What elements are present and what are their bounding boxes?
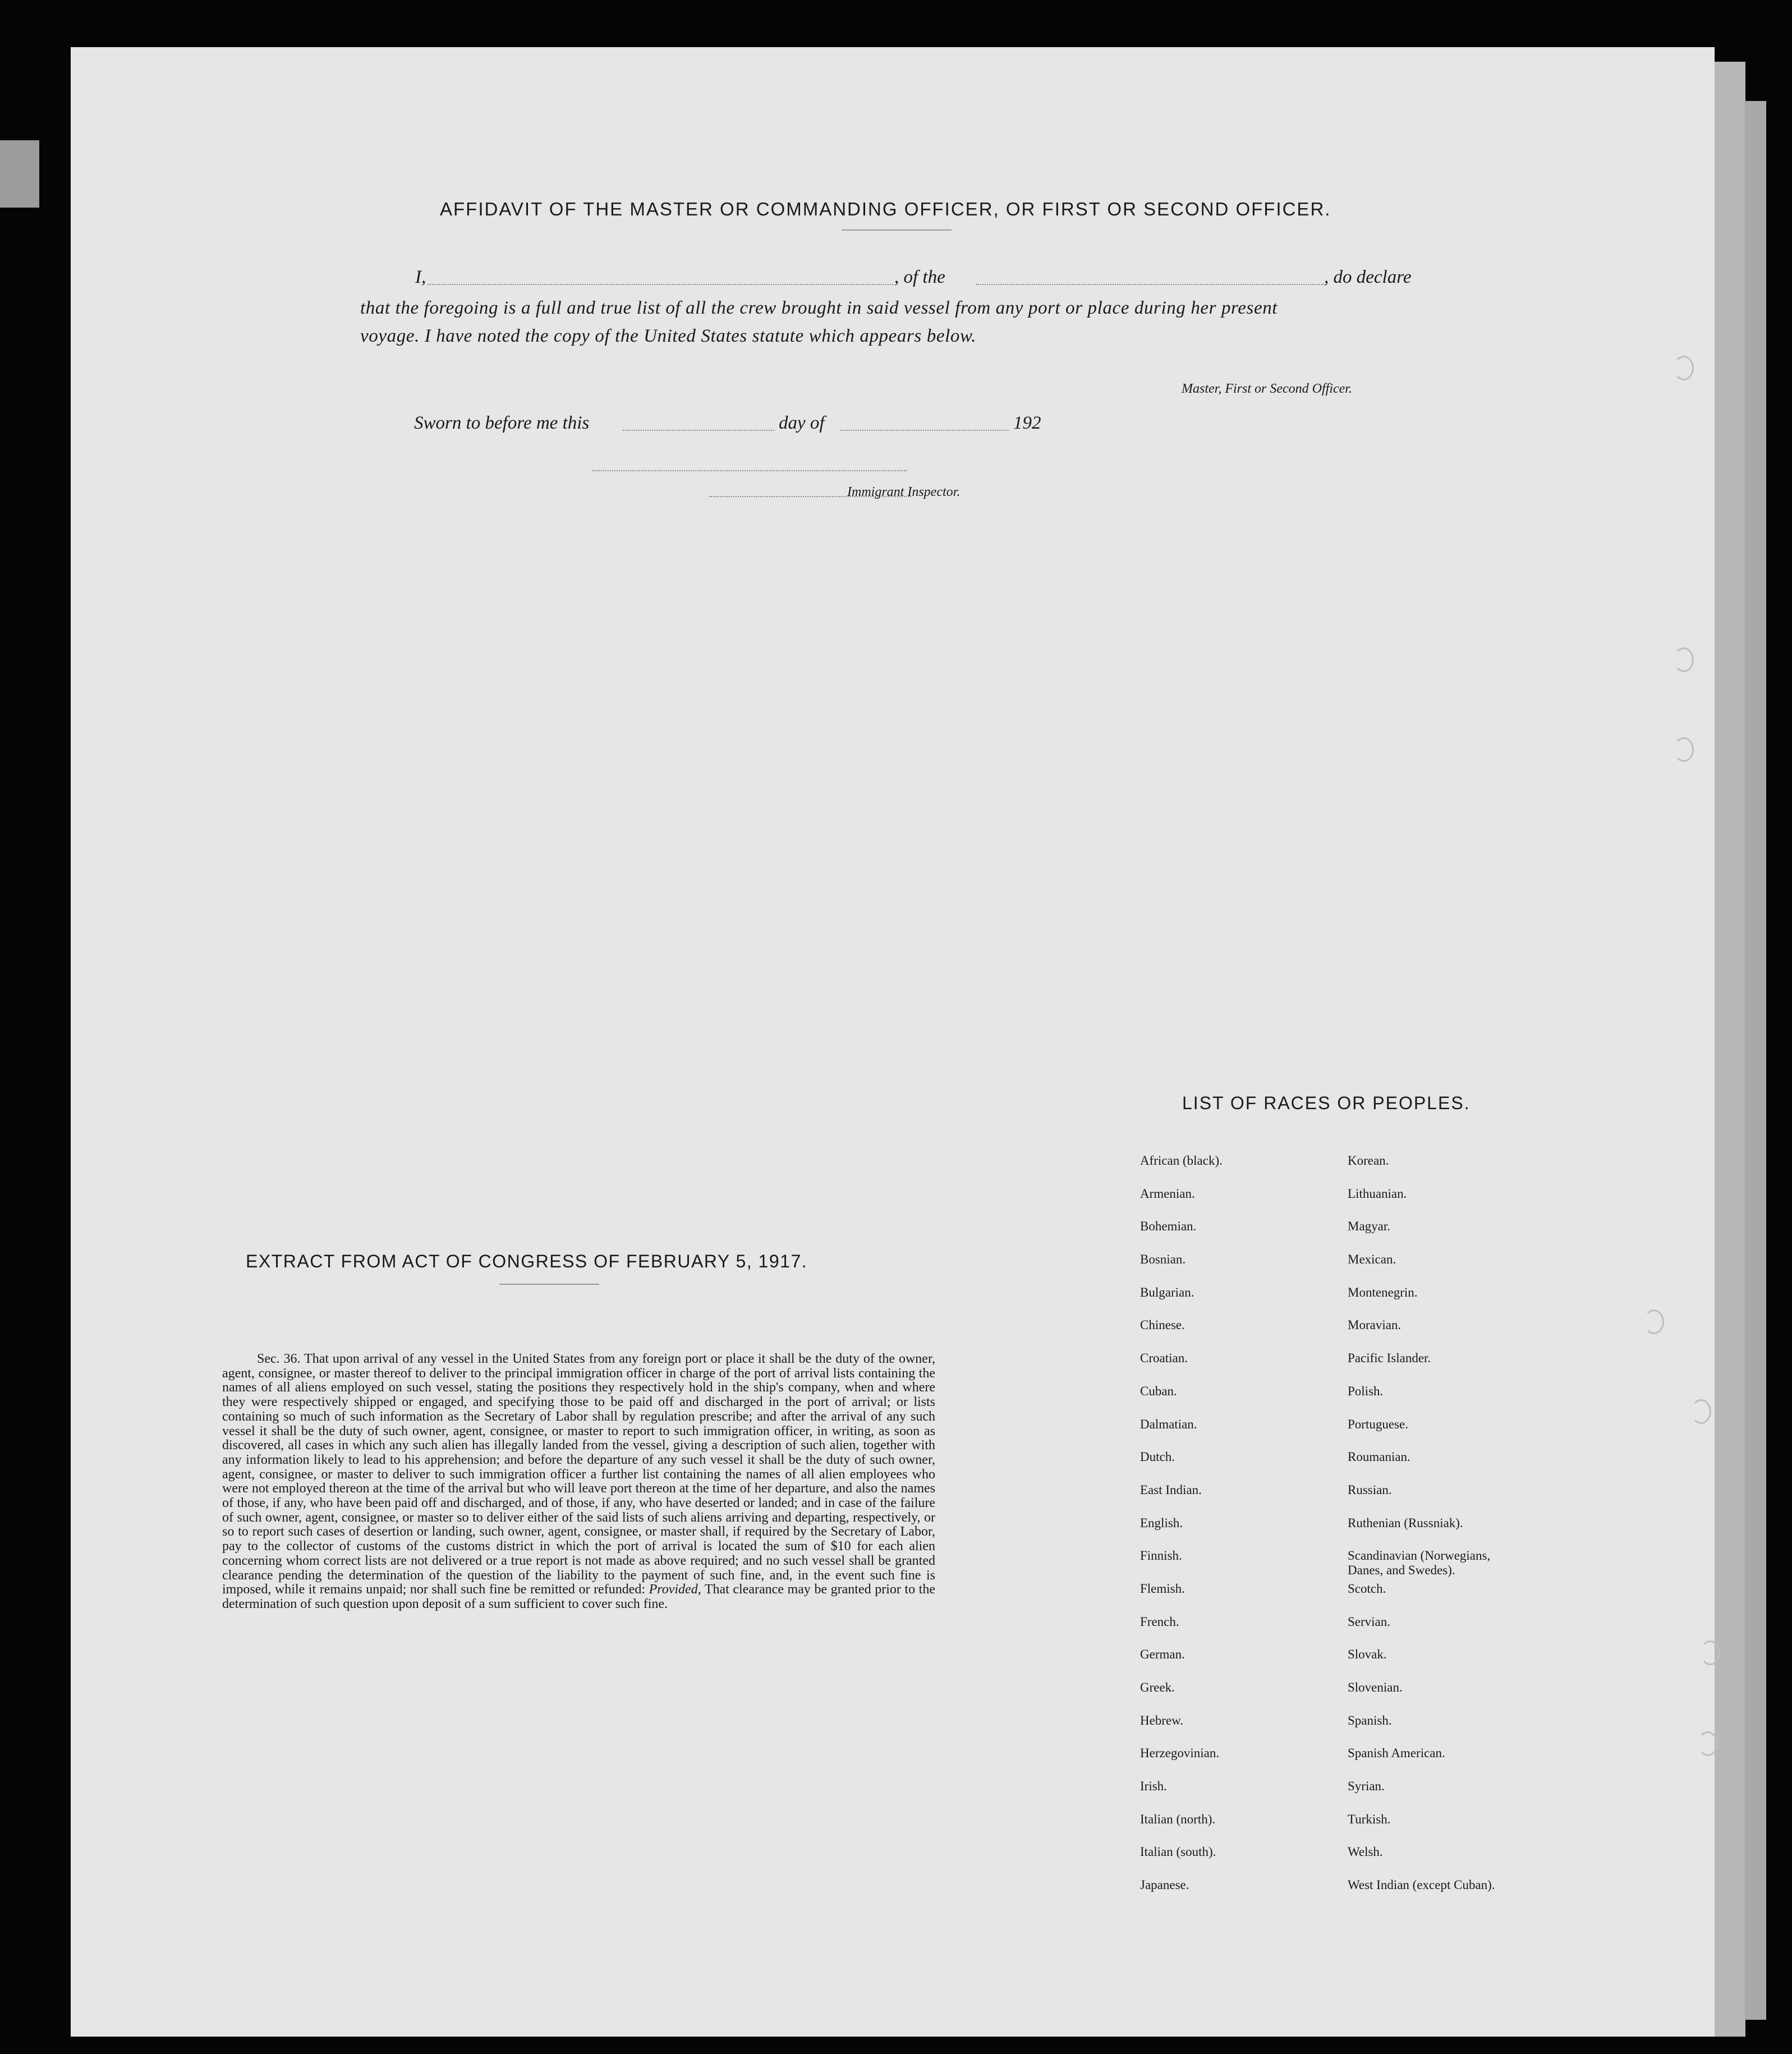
race-item: Welsh. (1348, 1845, 1383, 1859)
extract-underline (499, 1284, 599, 1285)
affidavit-title: AFFIDAVIT OF THE MASTER OR COMMANDING OFFICER, OR FIRST OR SECOND OFFICER. (440, 199, 1331, 219)
race-item: Chinese. (1140, 1318, 1185, 1332)
year-text: 192 (1013, 413, 1041, 433)
master-signature-label: Master, First or Second Officer. (1182, 382, 1352, 396)
affidavit-line3: voyage. I have noted the copy of the United States statute which appears below. (360, 326, 976, 346)
race-item: Scandinavian (Norwegians, Danes, and Swedes). (1348, 1548, 1491, 1578)
race-item: Irish. (1140, 1779, 1167, 1794)
race-item: West Indian (except Cuban). (1348, 1878, 1495, 1892)
punch-hole (1674, 647, 1694, 672)
race-item: Ruthenian (Russniak). (1348, 1515, 1463, 1530)
race-item: Italian (south). (1140, 1845, 1216, 1859)
inspector-label: Immigrant Inspector. (847, 485, 961, 499)
sworn-day-field[interactable] (623, 430, 774, 431)
race-item: Italian (north). (1140, 1812, 1216, 1826)
race-item: Pacific Islander. (1348, 1351, 1431, 1366)
race-item: Lithuanian. (1348, 1186, 1407, 1201)
race-item: Herzegovinian. (1140, 1746, 1220, 1761)
day-of-text: day of (779, 413, 825, 433)
race-item: Cuban. (1140, 1384, 1177, 1398)
punch-hole (1691, 1399, 1711, 1424)
declaration-start: I, (415, 267, 426, 287)
race-item: Russian. (1348, 1482, 1392, 1497)
race-item: Korean. (1348, 1154, 1389, 1168)
race-item: Roumanian. (1348, 1450, 1410, 1464)
of-the-text: , of the (894, 267, 945, 287)
title-underline (842, 229, 952, 231)
race-item: Spanish American. (1348, 1746, 1445, 1761)
race-item: Croatian. (1140, 1351, 1188, 1366)
race-item: African (black). (1140, 1154, 1223, 1168)
race-item: Moravian. (1348, 1318, 1402, 1332)
race-item: Greek. (1140, 1680, 1175, 1694)
races-title: LIST OF RACES OR PEOPLES. (1182, 1093, 1471, 1113)
punch-hole (1674, 356, 1694, 380)
race-item: Finnish. (1140, 1548, 1182, 1563)
race-item: Polish. (1348, 1384, 1384, 1398)
sworn-line (414, 413, 1143, 435)
sworn-month-field[interactable] (840, 430, 1009, 431)
race-item: Montenegrin. (1348, 1285, 1418, 1299)
affidavit-line1 (415, 267, 1498, 290)
race-item: Bosnian. (1140, 1252, 1186, 1267)
punch-hole (1698, 1731, 1718, 1756)
race-item: Armenian. (1140, 1186, 1195, 1201)
section-body: That upon arrival of any vessel in the United States from any foreign port or place it shall be the duty of the owner, agent, consignee, or master thereof to deliver to the principal immigration officer in charge of the port of arrival lists containing the names of all aliens employed on such vessel, stating the positions they respectively hold in the ship's company, when and where they were respectively shipped or engaged, and specifying those to be paid off and discharged in the port of arrival; or lists containing so much of such information as the Secretary of Labor shall by regulation prescribe; and after the arrival of any such vessel it shall be the duty of such owner, agent, consignee, or master to report to such immigration officer, in writing, as soon as discovered, all cases in which any such alien has illegally landed from the vessel, giving a description of such alien, together with any information likely to lead to his apprehension; and before the departure of any such vessel it shall be the duty of such owner, agent, consignee, or master to deliver to such immigration officer a further list containing the names of all alien employees who were not employed thereon at the time of the arrival but who will leave port thereon at the time of her departure, and also the names of those, if any, who have been paid off and discharged, and of those, if any, who have deserted or landed; and in case of the failure of such owner, agent, consignee, or master so to deliver either of the said lists of such aliens arriving and departing, respectively, or so to report such cases of desertion or landing, such owner, agent, consignee, or master shall, if required by the Secretary of Labor, pay to the collector of customs of the customs district in which the port of arrival is located the sum of $10 for each alien concerning whom correct lists are not delivered or a true report is not made as above required; and no such vessel shall be granted clearance pending the determination of the question of the liability to the payment of such fine, and, in the event such fine is imposed, while it remains unpaid; nor shall such fine be remitted or refunded: (222, 1352, 935, 1597)
race-item: Spanish. (1348, 1713, 1392, 1727)
race-item: German. (1140, 1647, 1185, 1662)
races-left-column (1140, 1154, 1320, 1911)
race-item: Bohemian. (1140, 1219, 1197, 1234)
sworn-text: Sworn to before me this (414, 413, 590, 433)
provided-word: Provided, (649, 1582, 701, 1597)
section-label: Sec. 36. (257, 1352, 301, 1366)
section-body-end: That clearance may be granted prior to the determination of such question upon deposit of a sum sufficient to cover such fine. (222, 1582, 935, 1611)
race-item: East Indian. (1140, 1482, 1202, 1497)
punch-hole (1674, 737, 1694, 762)
race-item: French. (1140, 1614, 1179, 1629)
extract-title: EXTRACT FROM ACT OF CONGRESS OF FEBRUARY 5, 1917. (246, 1251, 808, 1271)
race-item: Servian. (1348, 1614, 1391, 1629)
punch-hole (1644, 1309, 1664, 1334)
do-declare-text: , do declare (1324, 267, 1412, 287)
race-item: Syrian. (1348, 1779, 1385, 1794)
race-item: Magyar. (1348, 1219, 1391, 1234)
race-item: Turkish. (1348, 1812, 1391, 1826)
race-item: Dalmatian. (1140, 1417, 1197, 1431)
race-item: Portuguese. (1348, 1417, 1408, 1431)
vessel-name-field[interactable] (976, 284, 1324, 285)
extract-text (222, 1352, 935, 1612)
race-item: Japanese. (1140, 1878, 1189, 1892)
race-item: Slovak. (1348, 1647, 1387, 1662)
race-item: English. (1140, 1515, 1183, 1530)
races-right-column (1348, 1154, 1572, 1911)
stacked-page-edge (1715, 62, 1745, 2037)
affidavit-line2: that the foregoing is a full and true list of all the crew brought in said vessel from any port or place during her present (360, 298, 1278, 318)
inspector-signature-line[interactable] (592, 470, 907, 471)
punch-hole (1700, 1641, 1720, 1665)
race-item: Slovenian. (1348, 1680, 1403, 1694)
race-item: Scotch. (1348, 1581, 1386, 1596)
race-item: Flemish. (1140, 1581, 1185, 1596)
stacked-page-edge (0, 140, 39, 208)
race-item: Dutch. (1140, 1450, 1175, 1464)
officer-name-field[interactable] (428, 284, 893, 285)
document-page (71, 47, 1715, 2037)
race-item: Bulgarian. (1140, 1285, 1194, 1299)
race-item: Hebrew. (1140, 1713, 1184, 1727)
stacked-page-edge (1745, 101, 1766, 2020)
race-item: Mexican. (1348, 1252, 1396, 1267)
